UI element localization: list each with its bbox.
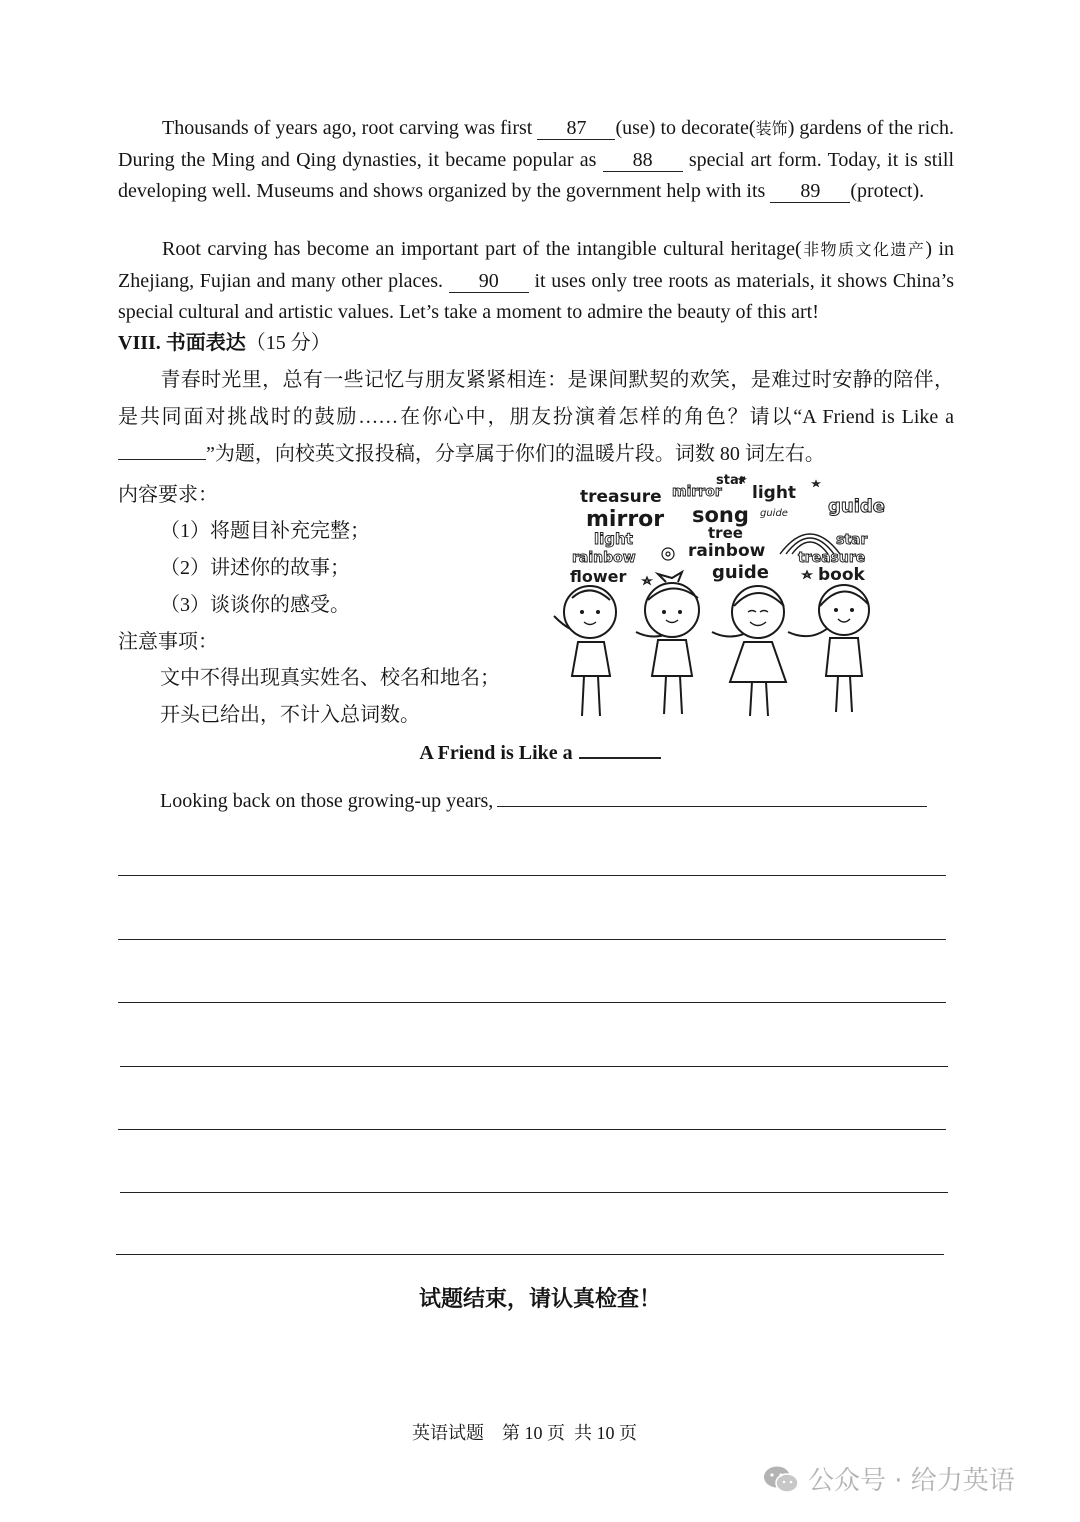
prompt-text: ”为题，向校英文报投稿，分享属于你们的温暖片段。词数 80 词左右。 xyxy=(206,443,825,465)
passage-text: Thousands of years ago, root carving was first xyxy=(162,117,533,139)
answer-line-2[interactable] xyxy=(118,939,946,940)
requirement-1: （1）将题目补充完整； xyxy=(160,520,370,542)
word-guide-bold: guide xyxy=(712,562,769,583)
passage-text: (protect). xyxy=(850,179,925,202)
blank-88[interactable]: 88 xyxy=(603,149,683,172)
passage-text: (use) to decorate( xyxy=(615,117,756,139)
passage-paragraph-2 xyxy=(118,234,954,327)
essay-first-line xyxy=(160,790,927,813)
content-requirements-label: 内容要求： xyxy=(118,484,218,506)
passage-text: special art form. Today, it is still developing well. Museums and shows organized by the government help with its xyxy=(118,149,955,202)
word-light: light xyxy=(752,483,797,503)
end-note: 试题结束，请认真检查！ xyxy=(418,1286,661,1311)
word-flower: flower xyxy=(570,567,627,586)
passage-paragraph-1 xyxy=(118,113,954,206)
note-2: 开头已给出，不计入总词数。 xyxy=(160,704,420,726)
word-tree: tree xyxy=(708,524,743,542)
word-star: star xyxy=(716,473,746,488)
answer-line-3[interactable] xyxy=(118,1002,946,1003)
word-mirror: mirror xyxy=(586,507,665,532)
passage-text: ) gardens of the rich. During the Ming and Qing dynasties, it became popular as xyxy=(118,117,955,172)
passage-text: ) in Zhejiang, Fujian and many other places. xyxy=(118,238,954,293)
answer-line-1[interactable] xyxy=(118,875,946,876)
requirement-2: （2）讲述你的故事； xyxy=(160,557,350,579)
blank-89[interactable]: 89 xyxy=(770,180,850,203)
answer-line-0[interactable] xyxy=(497,806,927,807)
word-rainbow-outline: rainbow xyxy=(572,550,636,566)
answer-line-6[interactable] xyxy=(120,1192,948,1193)
essay-title-blank[interactable] xyxy=(579,757,661,759)
prompt-text: 青春时光里，总有一些记忆与朋友紧紧相连：是课间默契的欢笑，是难过时安静的陪伴，是共同面对挑战时的鼓励……在你心中，朋友扮演着怎样的角色？请以“A Friend is Like a xyxy=(118,369,954,428)
blank-87[interactable]: 87 xyxy=(537,117,615,140)
note-1: 文中不得出现真实姓名、校名和地名； xyxy=(160,667,500,689)
section-score: （15 分） xyxy=(245,332,331,354)
watermark-text: 公众号 · 给力英语 xyxy=(808,1466,1015,1496)
essay-title-text: A Friend is Like a xyxy=(419,742,573,764)
essay-title xyxy=(0,742,1080,765)
word-mirror-small: mirror xyxy=(672,484,722,500)
section-heading: VIII. 书面表达 xyxy=(118,332,246,354)
kids-drawing xyxy=(554,572,869,716)
word-rainbow: rainbow xyxy=(688,541,766,561)
passage-text: it uses only tree roots as materials, it shows China’s special cultural and artistic values. Let’s take a moment to admire the beauty of this art! xyxy=(118,270,955,323)
notes-label: 注意事项： xyxy=(118,631,218,653)
word-guide: guide xyxy=(828,496,885,517)
word-guide-script: guide xyxy=(760,508,788,519)
chinese-note: 非物质文化遗产 xyxy=(801,242,926,259)
kids-smiles xyxy=(584,611,850,626)
page-footer: 英语试题 第 10 页 共 10 页 xyxy=(412,1423,637,1443)
word-star-outline: star xyxy=(836,532,868,548)
section-title xyxy=(118,326,331,355)
word-treasure-outline: treasure xyxy=(798,550,866,566)
requirement-3: （3）谈谈你的感受。 xyxy=(160,594,350,616)
essay-opening-text: Looking back on those growing-up years, xyxy=(160,790,494,812)
answer-line-4[interactable] xyxy=(120,1066,948,1067)
answer-line-7[interactable] xyxy=(116,1254,944,1255)
watermark xyxy=(762,1460,1015,1497)
chinese-note: 装饰 xyxy=(755,121,788,138)
word-light-outline: light xyxy=(594,530,633,548)
writing-prompt xyxy=(118,362,954,473)
friends-illustration xyxy=(548,466,908,724)
title-blank[interactable] xyxy=(118,459,206,460)
word-song: song xyxy=(692,503,749,527)
word-book: book xyxy=(818,565,865,585)
word-treasure: treasure xyxy=(580,487,662,507)
passage-text: Root carving has become an important part of the intangible cultural heritage( xyxy=(162,238,802,260)
blank-90[interactable]: 90 xyxy=(449,270,529,293)
answer-line-5[interactable] xyxy=(118,1129,946,1130)
kids-faces xyxy=(580,608,854,614)
wechat-icon xyxy=(762,1464,800,1494)
